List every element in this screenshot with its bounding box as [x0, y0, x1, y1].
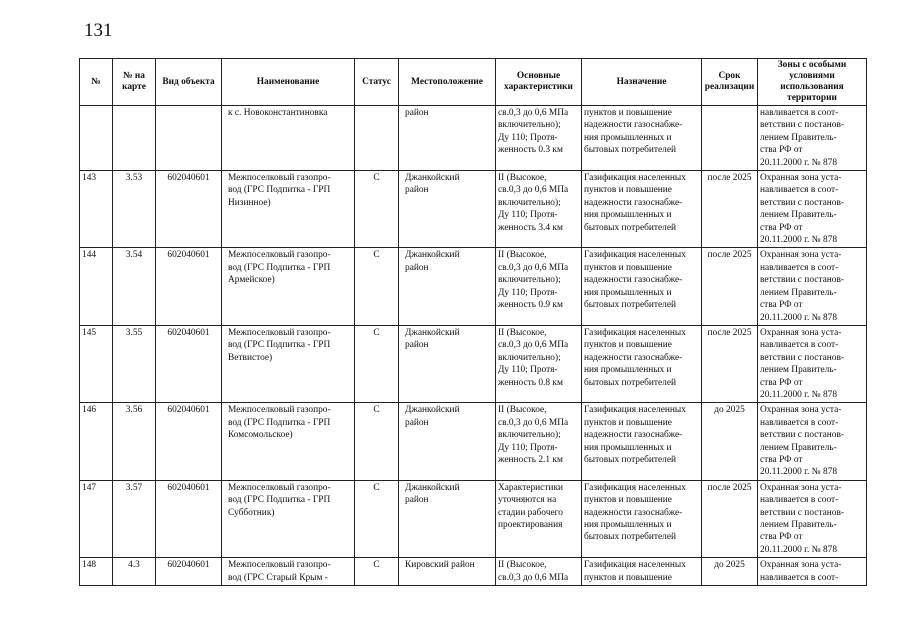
- cell-line: ства РФ от: [760, 145, 803, 156]
- cell-line: вод (ГРС Подпитка - ГРП: [228, 495, 331, 506]
- cell-zones: [758, 248, 867, 325]
- cell-line: условиями: [789, 71, 835, 81]
- cell-line: ния промышленных и: [584, 210, 672, 221]
- cell-term: после 2025: [702, 171, 758, 248]
- cell-type: 602040601: [156, 325, 222, 402]
- cell-line: пунктов и повышение: [584, 340, 672, 351]
- cell-map: 3.57: [113, 480, 156, 557]
- cell-line: территории: [787, 93, 837, 103]
- cell-zones: [758, 106, 867, 171]
- cell-line: № на: [123, 71, 145, 81]
- cell-line: II (Высокое,: [498, 405, 547, 416]
- cell-line: включительно);: [498, 352, 561, 363]
- cell-line: св.0,3 до 0,6 МПа: [498, 340, 569, 351]
- cell-line: стадии рабочего: [498, 507, 563, 518]
- cell-line: Ду 110; Протя-: [498, 210, 558, 221]
- cell-num: 148: [80, 558, 113, 586]
- cell-map: 3.55: [113, 325, 156, 402]
- cell-loc: [399, 171, 496, 248]
- cell-line: Джанкойский: [405, 250, 460, 261]
- cell-line: ветствии с постанов-: [760, 275, 845, 286]
- table-row: [80, 171, 867, 248]
- cell-line: Низинное): [228, 197, 271, 208]
- cell-line: пунктов и повышение: [584, 185, 672, 196]
- cell-line: Наименование: [256, 76, 320, 87]
- cell-line: ветствии с постанов-: [760, 197, 845, 208]
- cell-line: пунктов и повышение: [584, 572, 672, 583]
- cell-name: [222, 106, 355, 171]
- cell-line: вод (ГРС Подпитка - ГРП: [228, 417, 331, 428]
- cell-map: 4.3: [113, 558, 156, 586]
- cell-line: Ду 110; Протя-: [498, 365, 558, 376]
- cell-line: женность 2.1 км: [498, 454, 563, 465]
- cell-char: [496, 403, 582, 480]
- cell-line: ния промышленных и: [584, 442, 672, 453]
- cell-line: ства РФ от: [760, 222, 803, 233]
- cell-char: [496, 480, 582, 557]
- cell-line: Охранная зона уста-: [760, 482, 842, 493]
- cell-char: [496, 558, 582, 586]
- cell-line: Газификация населенных: [584, 173, 686, 184]
- cell-line: ветствии с постанов-: [760, 120, 845, 131]
- cell-line: Комсомольское): [228, 430, 293, 441]
- cell-line: Газификация населенных: [584, 560, 686, 571]
- cell-line: женность 0.9 км: [498, 300, 563, 311]
- cell-line: к с. Новоконстантиновка: [228, 108, 328, 118]
- cell-line: женность 3.4 км: [498, 222, 563, 233]
- cell-line: надежности газоснабже-: [584, 507, 683, 518]
- cell-type: 602040601: [156, 558, 222, 586]
- header-purpose: [582, 59, 702, 106]
- cell-line: Срок: [718, 71, 741, 81]
- cell-line: Зоны с особыми: [777, 60, 847, 70]
- cell-name: [222, 480, 355, 557]
- header-name: [222, 59, 355, 106]
- cell-purpose: [582, 558, 702, 586]
- cell-line: район: [405, 495, 429, 506]
- cell-line: ния промышленных и: [584, 132, 672, 143]
- cell-line: вод (ГРС Старый Крым -: [228, 572, 328, 583]
- cell-line: Кировский район: [405, 560, 475, 571]
- cell-line: Субботник): [228, 507, 275, 518]
- cell-loc: [399, 106, 496, 171]
- cell-line: Газификация населенных: [584, 405, 686, 416]
- table-row: [80, 106, 867, 171]
- cell-line: Местоположение: [411, 76, 483, 87]
- cell-line: пунктов и повышение: [584, 495, 672, 506]
- cell-line: Межпоселковый газопро-: [228, 560, 331, 571]
- cell-term: после 2025: [702, 325, 758, 402]
- cell-type: 602040601: [156, 248, 222, 325]
- cell-loc: [399, 403, 496, 480]
- cell-line: навливается в соот-: [760, 185, 839, 196]
- header-location: [399, 59, 496, 106]
- header-num: [80, 59, 113, 106]
- cell-line: Межпоселковый газопро-: [228, 327, 331, 338]
- cell-zones: [758, 171, 867, 248]
- cell-loc: [399, 480, 496, 557]
- cell-name: [222, 558, 355, 586]
- cell-map: 3.54: [113, 248, 156, 325]
- header-zones: [758, 59, 867, 106]
- cell-line: Джанкойский: [405, 405, 460, 416]
- header-characteristics: [496, 59, 582, 106]
- cell-line: район: [405, 417, 429, 428]
- cell-line: район: [405, 262, 429, 273]
- cell-line: навливается в соот-: [760, 495, 839, 506]
- cell-line: ветствии с постанов-: [760, 430, 845, 441]
- cell-line: надежности газоснабже-: [584, 120, 683, 131]
- cell-line: Межпоселковый газопро-: [228, 250, 331, 261]
- cell-line: ния промышленных и: [584, 365, 672, 376]
- cell-type: 602040601: [156, 480, 222, 557]
- cell-status: С: [355, 171, 399, 248]
- cell-loc: [399, 325, 496, 402]
- cell-status: С: [355, 558, 399, 586]
- page-number: 131: [84, 20, 113, 41]
- cell-purpose: [582, 248, 702, 325]
- cell-line: вод (ГРС Подпитка - ГРП: [228, 262, 331, 273]
- cell-map: [113, 106, 156, 171]
- cell-purpose: [582, 480, 702, 557]
- cell-line: лением Правитель-: [760, 365, 837, 376]
- cell-line: 20.11.2000 г. № 878: [760, 157, 838, 168]
- cell-line: вод (ГРС Подпитка - ГРП: [228, 340, 331, 351]
- cell-line: женность 0.8 км: [498, 377, 563, 388]
- cell-line: 20.11.2000 г. № 878: [760, 467, 838, 478]
- cell-line: 20.11.2000 г. № 878: [760, 312, 838, 323]
- cell-line: Межпоселковый газопро-: [228, 482, 331, 493]
- cell-line: пунктов и повышение: [584, 417, 672, 428]
- cell-line: II (Высокое,: [498, 327, 547, 338]
- cell-line: уточняются на: [498, 495, 557, 506]
- cell-line: II (Высокое,: [498, 250, 547, 261]
- cell-line: надежности газоснабже-: [584, 352, 683, 363]
- cell-line: Межпоселковый газопро-: [228, 405, 331, 416]
- cell-line: бытовых потребителей: [584, 145, 677, 156]
- cell-line: включительно);: [498, 120, 561, 131]
- cell-line: ства РФ от: [760, 454, 803, 465]
- cell-status: С: [355, 248, 399, 325]
- cell-line: Охранная зона уста-: [760, 250, 842, 261]
- cell-line: лением Правитель-: [760, 442, 837, 453]
- table-row: [80, 248, 867, 325]
- cell-line: ства РФ от: [760, 532, 803, 543]
- cell-num: 144: [80, 248, 113, 325]
- cell-line: ства РФ от: [760, 300, 803, 311]
- cell-term: до 2025: [702, 558, 758, 586]
- cell-line: 20.11.2000 г. № 878: [760, 235, 838, 246]
- cell-line: Газификация населенных: [584, 250, 686, 261]
- cell-line: ния промышленных и: [584, 287, 672, 298]
- cell-line: надежности газоснабже-: [584, 275, 683, 286]
- cell-line: II (Высокое,: [498, 173, 547, 184]
- cell-line: карте: [122, 82, 146, 92]
- header-object-type: [156, 59, 222, 106]
- cell-line: Газификация населенных: [584, 327, 686, 338]
- cell-term: после 2025: [702, 480, 758, 557]
- cell-line: район: [405, 108, 429, 118]
- cell-line: район: [405, 185, 429, 196]
- cell-term: до 2025: [702, 403, 758, 480]
- cell-line: лением Правитель-: [760, 210, 837, 221]
- cell-line: Джанкойский: [405, 327, 460, 338]
- cell-line: Характеристики: [498, 482, 564, 493]
- cell-line: II (Высокое,: [498, 560, 547, 571]
- cell-num: 146: [80, 403, 113, 480]
- cell-line: Межпоселковый газопро-: [228, 173, 331, 184]
- table-body: [80, 106, 867, 586]
- cell-line: характеристики: [504, 82, 573, 92]
- cell-line: бытовых потребителей: [584, 300, 677, 311]
- table-row: [80, 403, 867, 480]
- cell-line: Ветвистое): [228, 352, 273, 363]
- cell-zones: [758, 403, 867, 480]
- cell-line: Армейское): [228, 275, 275, 286]
- cell-line: включительно);: [498, 275, 561, 286]
- cell-line: №: [91, 76, 101, 87]
- cell-status: С: [355, 325, 399, 402]
- cell-line: Джанкойский: [405, 482, 460, 493]
- cell-line: лением Правитель-: [760, 287, 837, 298]
- cell-line: включительно);: [498, 430, 561, 441]
- cell-line: св.0,3 до 0,6 МПа: [498, 262, 569, 273]
- cell-loc: [399, 558, 496, 586]
- cell-line: лением Правитель-: [760, 520, 837, 530]
- cell-line: Ду 110; Протя-: [498, 132, 558, 143]
- cell-type: [156, 106, 222, 171]
- cell-line: использования: [780, 82, 844, 92]
- table-header-row: [80, 59, 867, 106]
- cell-line: лением Правитель-: [760, 132, 837, 143]
- cell-line: Основные: [516, 71, 561, 81]
- cell-term: после 2025: [702, 248, 758, 325]
- cell-line: навливается в соот-: [760, 340, 839, 351]
- cell-char: [496, 106, 582, 171]
- cell-line: навливается в соот-: [760, 572, 839, 583]
- table-row: [80, 480, 867, 557]
- cell-line: бытовых потребителей: [584, 222, 677, 233]
- cell-line: 20.11.2000 г. № 878: [760, 389, 838, 400]
- cell-purpose: [582, 171, 702, 248]
- cell-line: Охранная зона уста-: [760, 327, 842, 338]
- header-status: [355, 59, 399, 106]
- cell-line: надежности газоснабже-: [584, 197, 683, 208]
- cell-line: включительно);: [498, 197, 561, 208]
- cell-char: [496, 325, 582, 402]
- cell-status: [355, 106, 399, 171]
- table-row: [80, 325, 867, 402]
- cell-line: навливается в соот-: [760, 417, 839, 428]
- cell-line: надежности газоснабже-: [584, 430, 683, 441]
- cell-status: С: [355, 403, 399, 480]
- header-term: [702, 59, 758, 106]
- cell-line: св.0,3 до 0,6 МПа: [498, 417, 569, 428]
- cell-loc: [399, 248, 496, 325]
- cell-line: район: [405, 340, 429, 351]
- cell-type: 602040601: [156, 403, 222, 480]
- cell-map: 3.53: [113, 171, 156, 248]
- cell-char: [496, 248, 582, 325]
- cell-purpose: [582, 106, 702, 171]
- cell-line: Охранная зона уста-: [760, 173, 842, 184]
- cell-status: С: [355, 480, 399, 557]
- header-map-number: [113, 59, 156, 106]
- cell-name: [222, 325, 355, 402]
- cell-line: Вид объекта: [162, 76, 215, 87]
- cell-line: женность 0.3 км: [498, 145, 563, 156]
- cell-type: 602040601: [156, 171, 222, 248]
- cell-line: бытовых потребителей: [584, 454, 677, 465]
- cell-num: [80, 106, 113, 171]
- cell-zones: [758, 558, 867, 586]
- cell-name: [222, 248, 355, 325]
- cell-line: вод (ГРС Подпитка - ГРП: [228, 185, 331, 196]
- cell-char: [496, 171, 582, 248]
- cell-line: Ду 110; Протя-: [498, 287, 558, 298]
- cell-line: пунктов и повышение: [584, 108, 672, 118]
- cell-line: пунктов и повышение: [584, 262, 672, 273]
- cell-num: 145: [80, 325, 113, 402]
- cell-line: реализации: [704, 82, 755, 92]
- cell-term: [702, 106, 758, 171]
- cell-line: св.0,3 до 0,6 МПа: [498, 185, 569, 196]
- cell-line: бытовых потребителей: [584, 377, 677, 388]
- cell-num: 143: [80, 171, 113, 248]
- cell-purpose: [582, 325, 702, 402]
- cell-purpose: [582, 403, 702, 480]
- cell-map: 3.56: [113, 403, 156, 480]
- cell-line: Охранная зона уста-: [760, 560, 842, 571]
- cell-line: Газификация населенных: [584, 482, 686, 493]
- cell-line: ветствии с постанов-: [760, 352, 845, 363]
- cell-line: ства РФ от: [760, 377, 803, 388]
- cell-line: бытовых потребителей: [584, 532, 677, 543]
- cell-line: проектирования: [498, 520, 563, 530]
- cell-name: [222, 403, 355, 480]
- cell-zones: [758, 325, 867, 402]
- cell-name: [222, 171, 355, 248]
- cell-num: 147: [80, 480, 113, 557]
- cell-line: св.0,3 до 0,6 МПа: [498, 108, 569, 118]
- cell-line: Ду 110; Протя-: [498, 442, 558, 453]
- objects-table: [79, 58, 867, 586]
- cell-line: навливается в соот-: [760, 108, 839, 118]
- cell-zones: [758, 480, 867, 557]
- cell-line: Джанкойский: [405, 173, 460, 184]
- cell-line: ния промышленных и: [584, 520, 672, 530]
- cell-line: Охранная зона уста-: [760, 405, 842, 416]
- cell-line: Назначение: [616, 76, 667, 87]
- cell-line: св.0,3 до 0,6 МПа: [498, 572, 569, 583]
- cell-line: навливается в соот-: [760, 262, 839, 273]
- cell-line: 20.11.2000 г. № 878: [760, 544, 838, 555]
- cell-line: ветствии с постанов-: [760, 507, 845, 518]
- cell-line: Статус: [362, 76, 391, 87]
- table-row: [80, 558, 867, 586]
